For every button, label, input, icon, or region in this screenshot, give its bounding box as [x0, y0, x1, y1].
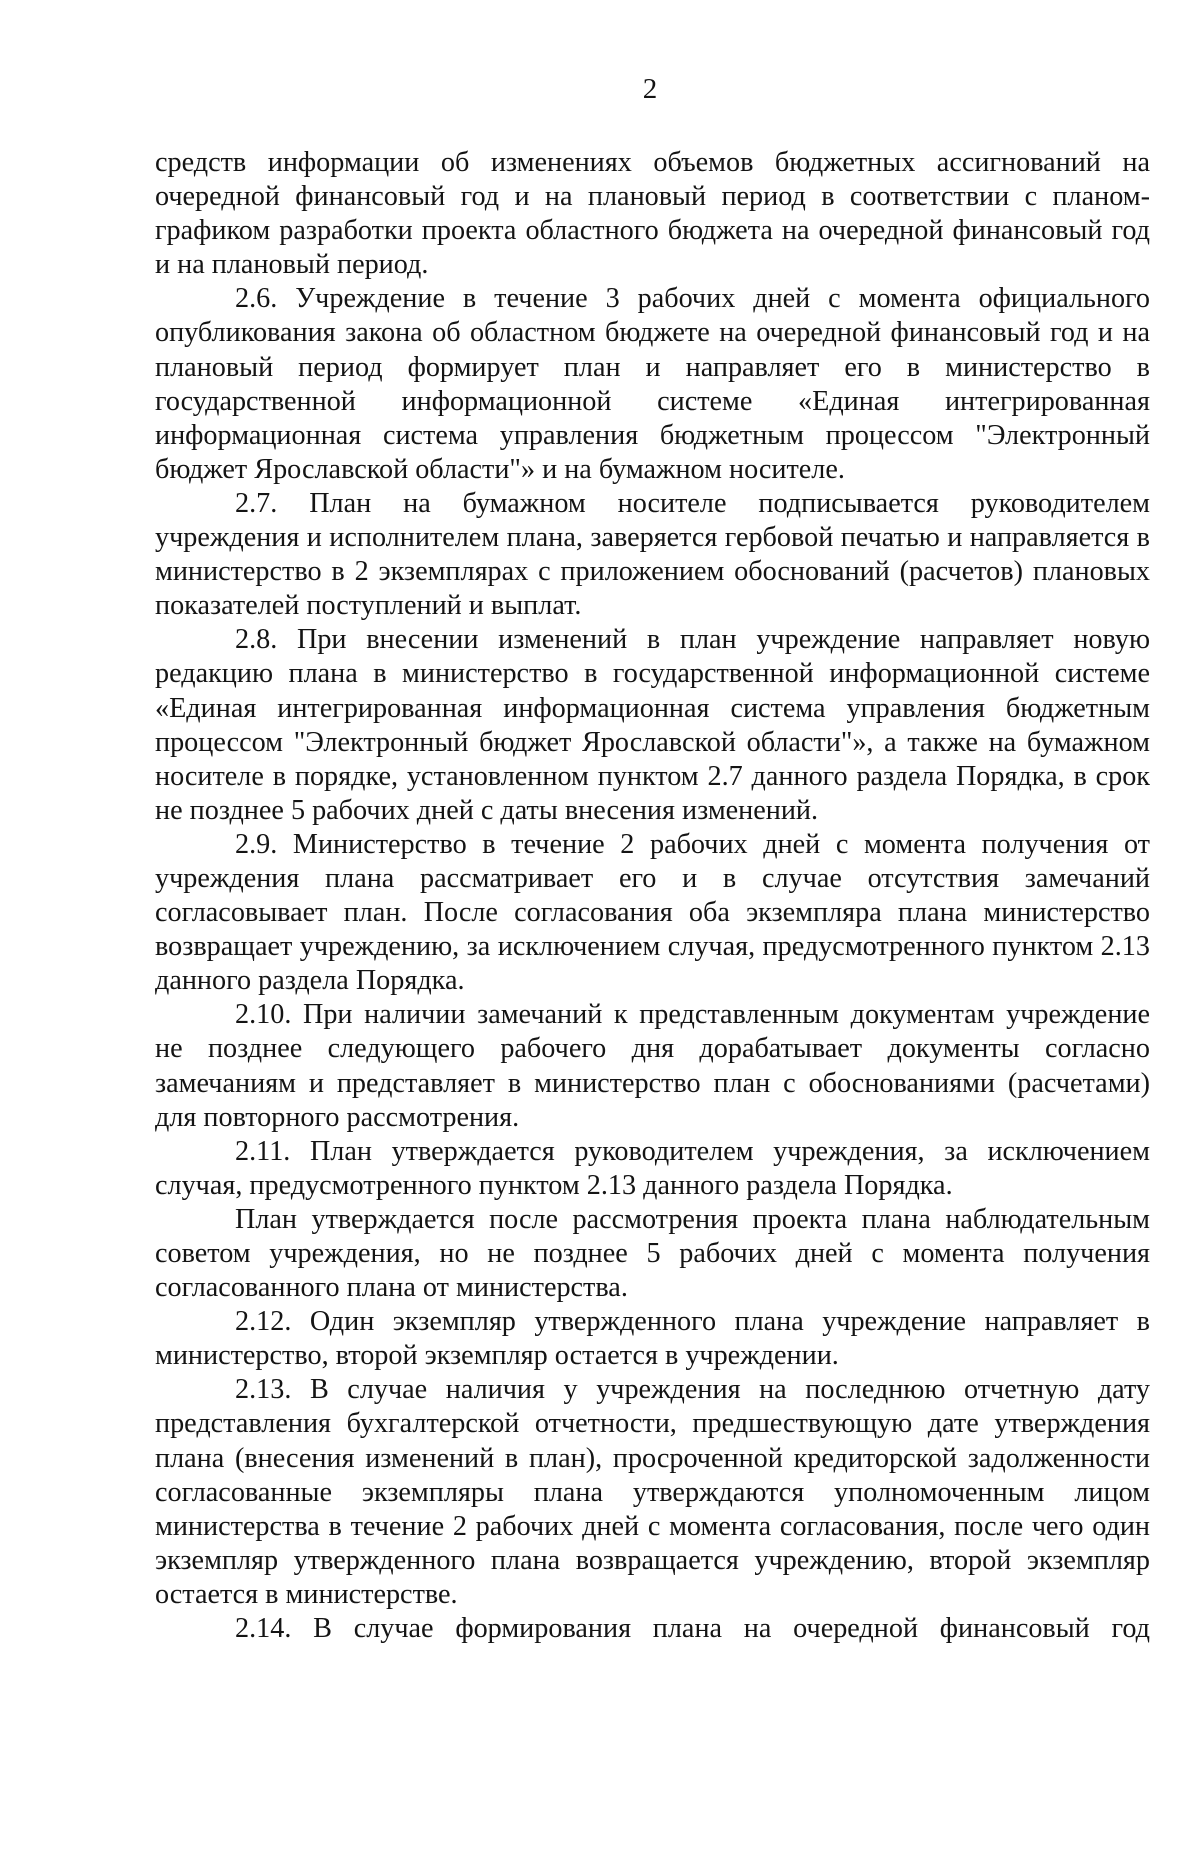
paragraph-2-9: 2.9. Министерство в течение 2 рабочих дней с момента получения от учреждения плана рассматривает его и в случае отсутствия замечаний согласовывает план. После согласования оба экземпляра плана министерство возвращает учреждению, за исключением случая, предусмотренного пунктом 2.13 данного раздела Порядка.: [155, 828, 1150, 997]
paragraph-continuation: средств информации об изменениях объемов бюджетных ассигнований на очередной финансовый год и на плановый период в соответствии с планом-графиком разработки проекта областного бюджета на очередной финансовый год и на плановый период.: [155, 147, 1150, 281]
paragraph-2-7: 2.7. План на бумажном носителе подписывается руководителем учреждения и исполнителем плана, заверяется гербовой печатью и направляется в министерство в 2 экземплярах с приложением обоснований (расчетов) плановых показателей поступлений и выплат.: [155, 487, 1150, 622]
paragraph-2-12: 2.12. Один экземпляр утвержденного плана учреждение направляет в министерство, второй экземпляр остается в учреждении.: [155, 1306, 1150, 1372]
paragraph-2-11-approval: План утверждается после рассмотрения проекта плана наблюдательным советом учреждения, но не позднее 5 рабочих дней с момента получения согласованного плана от министерства.: [155, 1203, 1150, 1304]
paragraph-2-10: 2.10. При наличии замечаний к представленным документам учреждение не позднее следующего рабочего дня дорабатывает документы согласно замечаниям и представляет в министерство план с обоснованиями (расчетами) для повторного рассмотрения.: [155, 999, 1150, 1133]
paragraph-2-13: 2.13. В случае наличия у учреждения на последнюю отчетную дату представления бухгалтерской отчетности, предшествующую дате утверждения плана (внесения изменений в план), просроченной кредиторской задолженности согласованные экземпляры плана утверждаются уполномоченным лицом министерства в течение 2 рабочих дней с момента согласования, после чего один экземпляр утвержденного плана возвращается учреждению, второй экземпляр остается в министерстве.: [155, 1374, 1150, 1610]
page-number: 2: [642, 73, 658, 105]
document-body: [155, 146, 1150, 1646]
paragraph-2-14: 2.14. В случае формирования плана на очередной финансовый год: [235, 1613, 1150, 1645]
paragraph-2-8: 2.8. При внесении изменений в план учреждение направляет новую редакцию плана в министерство в государственной информационной системе «Единая интегрированная информационная система управления бюджетным процессом "Электронный бюджет Ярославской области"», а также на бумажном носителе в порядке, установленном пунктом 2.7 данного раздела Порядка, в срок не позднее 5 рабочих дней с даты внесения изменений.: [155, 624, 1150, 826]
paragraph-2-6: 2.6. Учреждение в течение 3 рабочих дней с момента официального опубликования закона об областном бюджете на очередной финансовый год и на плановый период формирует план и направляет его в министерство в государственной информационной системе «Единая интегрированная информационная система управления бюджетным процессом "Электронный бюджет Ярославской области"» и на бумажном носителе.: [155, 283, 1150, 485]
paragraph-2-11: 2.11. План утверждается руководителем учреждения, за исключением случая, предусмотренного пунктом 2.13 данного раздела Порядка.: [155, 1135, 1150, 1201]
